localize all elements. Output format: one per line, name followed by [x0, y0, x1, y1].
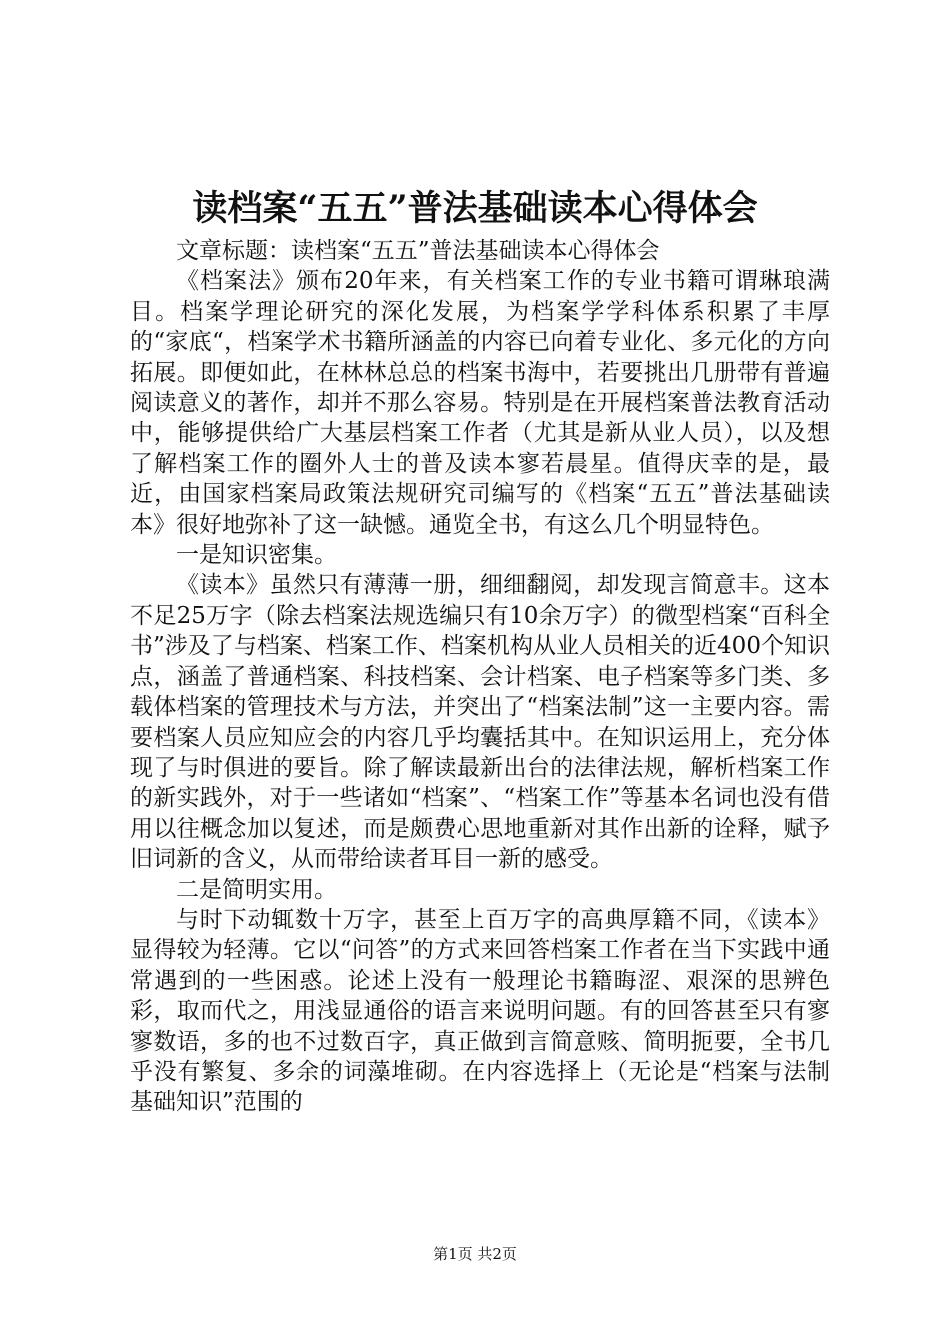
document-title: 读档案“五五”普法基础读本心得体会 [192, 188, 758, 229]
article-title-line: 文章标题：读档案“五五”普法基础读本心得体会 [176, 238, 660, 264]
section-heading-1: 一是知识密集。 [176, 542, 337, 569]
section-heading-2: 二是简明实用。 [176, 876, 337, 903]
paragraph-section-2: 与时下动辄数十万字，甚至上百万字的高典厚籍不同，《读本》显得较为轻薄。它以“问答”的方式来回答档案工作者在当下实践中通常遇到的一些困惑。论述上没有一般理论书籍晦涩、艰深的思辨色彩，取而代之，用浅显通俗的语言来说明问题。有的回答甚至只有寥寥数语，多的也不过数百字，真正做到言简意赅、简明扼要，全书几乎没有繁复、多余的词藻堆砌。在内容选择上（无论是“档案与法制基础知识”范围的 [130, 906, 830, 1116]
paragraph-intro: 《档案法》颁布20年来，有关档案工作的专业书籍可谓琳琅满目。档案学理论研究的深化发展，为档案学学科体系积累了丰厚的“家底“，档案学术书籍所涵盖的内容已向着专业化、多元化的方向拓展。即便如此，在林林总总的档案书海中，若要挑出几册带有普遍阅读意义的著作，却并不那么容易。特别是在开展档案普法教育活动中，能够提供给广大基层档案工作者（尤其是新从业人员），以及想了解档案工作的圈外人士的普及读本寥若晨星。值得庆幸的是，最近，由国家档案局政策法规研究司编写的《档案“五五”普法基础读本》很好地弥补了这一缺憾。通览全书，有这么几个明显特色。 [130, 268, 830, 538]
page-number-footer: 第1页 共2页 [433, 1245, 517, 1263]
paragraph-section-1: 《读本》虽然只有薄薄一册，细细翻阅，却发现言简意丰。这本不足25万字（除去档案法规选编只有10余万字）的微型档案“百科全书”涉及了与档案、档案工作、档案机构从业人员相关的近400个知识点，涵盖了普通档案、科技档案、会计档案、电子档案等多门类、多载体档案的管理技术与方法，并突出了“档案法制”这一主要内容。需要档案人员应知应会的内容几乎均囊括其中。在知识运用上，充分体现了与时俱进的要旨。除了解读最新出台的法律法规，解析档案工作的新实践外，对于一些诸如“档案”、“档案工作”等基本名词也没有借用以往概念加以复述，而是颇费心思地重新对其作出新的诠释，赋予旧词新的含义，从而带给读者耳目一新的感受。 [130, 572, 830, 873]
document-body [130, 236, 830, 1118]
